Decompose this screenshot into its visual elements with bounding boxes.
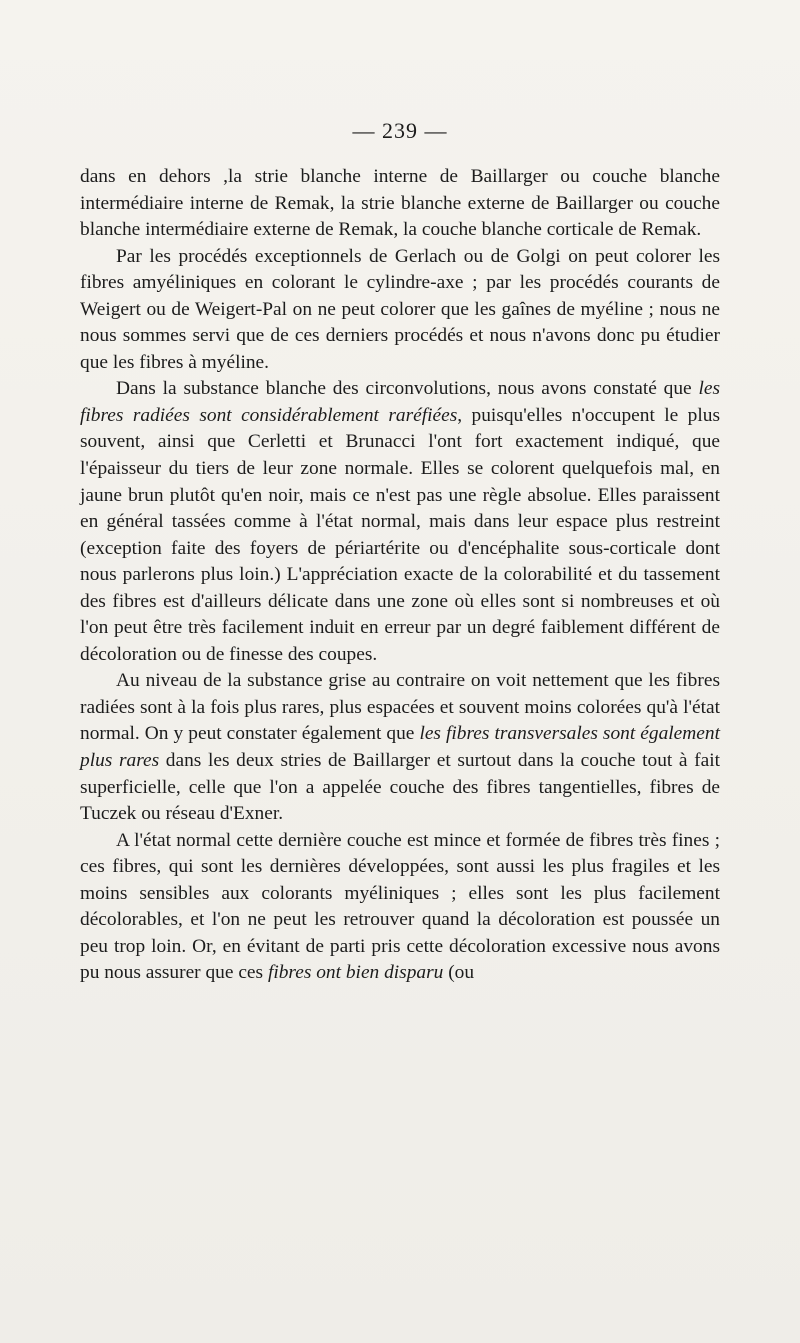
paragraph-5-text-a: A l'état normal cette dernière couche est mince et formée de fibres très fines ; ces fibres, qui sont les dernières développées, sont aussi les plus fragiles et les moins sensibles aux colorants myéliniques ; elles sont les plus facilement décolorables, et l'on ne peut les retrouver quand la décoloration est poussée un peu trop loin. Or, en évitant de parti pris cette décoloration excessive nous avons pu nous assurer que ces <box>80 829 720 984</box>
paragraph-1-text: dans en dehors ,la strie blanche interne de Baillarger ou couche blanche intermédiaire interne de Remak, la strie blanche externe de Baillarger ou couche blanche intermédiaire externe de Remak, la couche blanche corticale de Remak. <box>80 166 720 241</box>
paragraph-4-text-b: dans les deux stries de Baillarger et surtout dans la couche tout à fait superficielle, celle que l'on a appelée couche des fibres tangentielles, fibres de Tuczek ou réseau d'Exner. <box>80 750 720 825</box>
paragraph-4-text-a: Au niveau de la substance grise au contraire on voit nettement que les fibres radiées sont à la fois plus rares, plus espacées et souvent moins colorées qu'à l'état normal. On y peut constater également que <box>80 670 720 745</box>
paragraph-4-italic: les fibres transversales sont également plus rares <box>80 723 720 772</box>
paragraph-3-text-a: Dans la substance blanche des circonvolutions, nous avons constaté que <box>116 378 699 400</box>
paragraph-3-text-b: , puisqu'elles n'occupent le plus souvent, ainsi que Cerletti et Brunacci l'ont fort exactement indiqué, que l'épaisseur du tiers de leur zone normale. Elles se colorent quelquefois mal, en jaune brun plutôt qu'en noir, mais ce n'est pas une règle absolue. Elles paraissent en général tassées comme à l'état normal, mais dans leur espace plus restreint (exception faite des foyers de périartérite ou d'encéphalite sous-corticale dont nous parlerons plus loin.) L'appréciation exacte de la colorabilité et du tassement des fibres est d'ailleurs délicate dans une zone où elles sont si nombreuses et où l'on peut être très facilement induit en erreur par un degré faiblement différent de décoloration ou de finesse des coupes. <box>80 404 720 665</box>
paragraph-5 <box>80 828 720 987</box>
paragraph-4 <box>80 668 720 827</box>
paragraph-1 <box>80 164 720 244</box>
body-text <box>80 164 720 987</box>
paragraph-5-text-b: (ou <box>443 962 475 984</box>
paragraph-5-italic: fibres ont bien disparu <box>267 962 444 984</box>
page-number: — 239 — <box>352 118 448 143</box>
paragraph-2-text: Par les procédés exceptionnels de Gerlach ou de Golgi on peut colorer les fibres amyéliniques en colorant le cylindre-axe ; par les procédés courants de Weigert ou de Weigert-Pal on ne peut colorer que les gaînes de myéline ; nous ne nous sommes servi que de ces derniers procédés et nous n'avons donc pu étudier que les fibres à myéline. <box>80 245 720 373</box>
paragraph-3 <box>80 376 720 668</box>
paragraph-2 <box>80 244 720 377</box>
paragraph-3-italic: les fibres radiées sont considérablement raréfiées <box>80 378 720 426</box>
